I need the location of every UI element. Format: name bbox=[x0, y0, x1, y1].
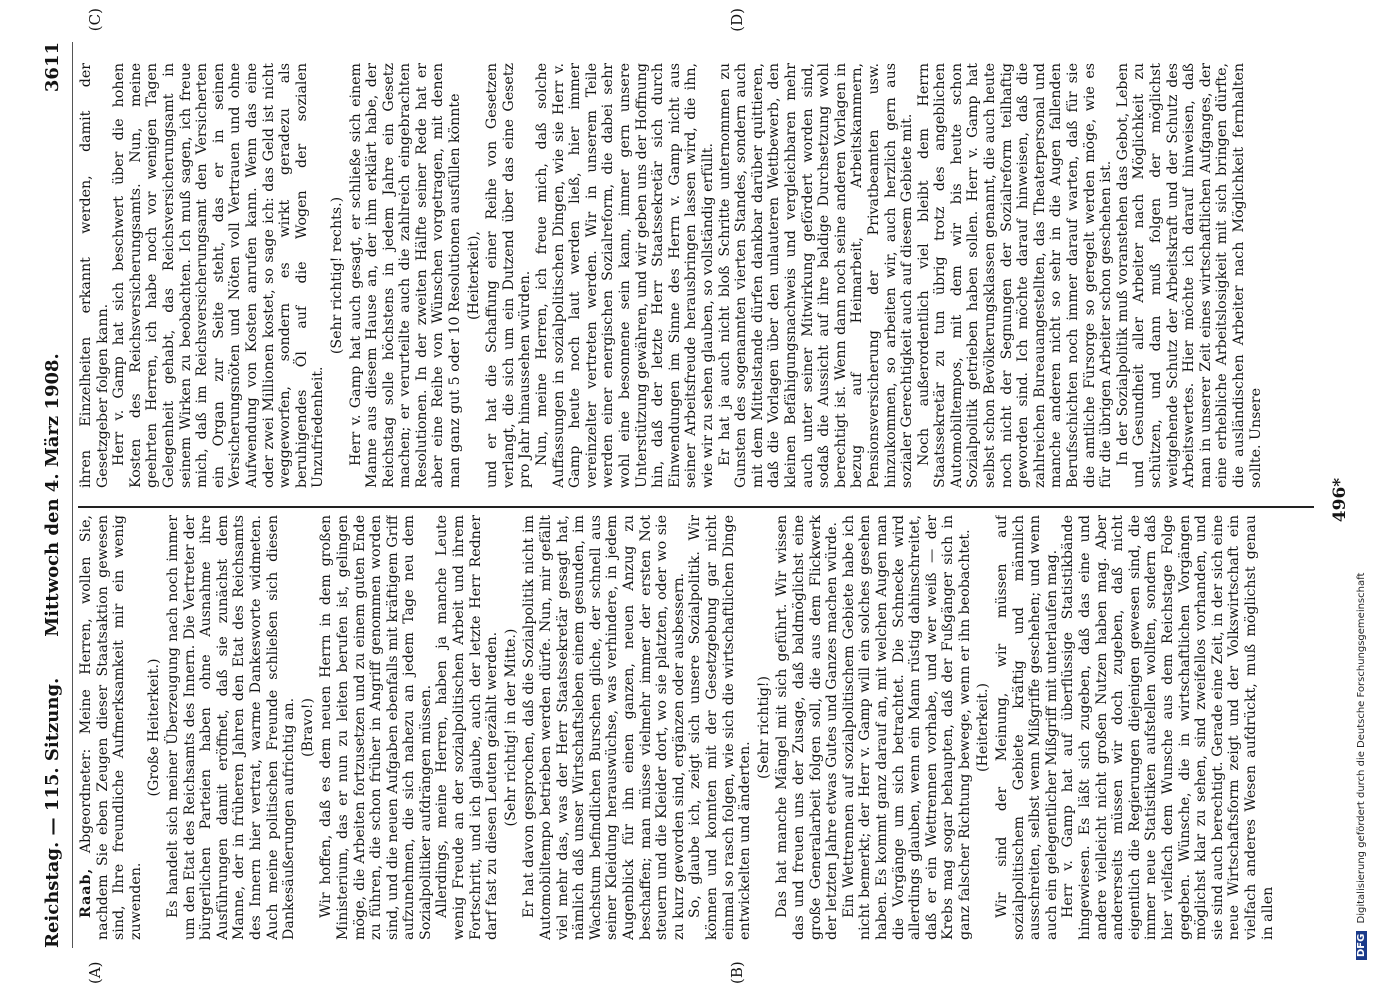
paragraph: ihren Einzelheiten erkannt werden, damit der Gesetzgeber folgen kann. bbox=[78, 63, 111, 488]
credit-text: Digitalisierung gefördert durch die Deutsche Forschungsgemeinschaft bbox=[1356, 572, 1367, 924]
paragraph: Noch außerordentlich viel bleibt dem Herrn Staatssekretär zu tun übrig trotz des angeblichen Automobiltempos, mit dem wir bis heute schon Sozialpolitik getrieben haben sollen. Herr v. Gamp hat selbst schon Bevölkerungsklassen genannt, die auch heute noch nicht der Segnungen der Sozialreform teilhaftig geworden sind. Ich möchte darauf hinweisen, daß die zahlreichen Bureauangestellten, das Theaterpersonal und manche anderen nicht so sehr in die Augen fallenden Berufsschichten noch immer darauf warten, daß für sie die amtliche Fürsorge so geregelt werden möge, wie es für die übrigen Arbeiter schon geschehen ist. bbox=[915, 63, 1115, 488]
margin-mark-c: (C) bbox=[86, 8, 104, 32]
paragraph: Ein Wettrennen auf sozialpolitischem Gebiete habe ich nicht bemerkt; der Herr v. Gamp will ein solches gesehen haben. Es kommt ganz darauf an, mit welchen Augen man die Vorgänge um sich betrachtet. Die Schnecke wird allerdings glauben, wenn ein Mann rüstig dahinschreitet, daß er ein Wettrennen vorhabe, und wer weiß — der Krebs mag sogar behaupten, daß der Fußgänger sich in ganz falscher Richtung bewege, wenn er ihn beobachtet. bbox=[840, 515, 973, 940]
remark: (Sehr richtig!) bbox=[755, 675, 772, 780]
page-footer-number: 496* bbox=[1330, 477, 1350, 523]
remark: (Heiterkeit.) bbox=[975, 683, 992, 772]
right-column bbox=[78, 63, 1314, 488]
paragraph: Herr v. Gamp hat sich beschwert über die hohen Kosten des Reichsversicherungsamts. Nun, meine geehrten Herren, ich habe noch vor wenigen Tagen Gelegenheit gehabt, das Reichsversicherungsamt in seinem Wirken zu beobachten. Ich muß sagen, ich freue mich, daß im Reichsversicherungsamt den Versicherten ein Organ zur Seite steht, das er in seinen Versicherungsnöten und Nöten voll Vertrauen und ohne Aufwendung von Kosten anrufen kann. Wenn das eine oder zwei Millionen kostet, so sage ich: das Geld ist nicht weggeworfen, sondern es wirkt geradezu als beruhigendes Öl auf die Wogen der sozialen Unzufriedenheit. bbox=[111, 63, 327, 488]
page-header bbox=[42, 42, 70, 948]
paragraph: Nun, meine Herren, ich freue mich, daß solche Auffassungen in sozialpolitischen Dingen, wie sie Herr v. Gamp heute noch laut werden ließ, hier immer vereinzelter vertreten werden. Wir in unserem Teile werden einer energischen Sozialreform, die dabei sehr wohl eine besonnene sein kann, immer gern unsere Unterstützung gewähren, und wir geben uns der Hoffnung hin, daß der letzte Herr Staatssekretär sich durch Einwendungen im Sinne des Herrn v. Gamp nicht aus seiner Arbeitsfreude herausbringen lassen wird, die ihn, wie wir zu sehen glauben, so vollständig erfüllt. bbox=[534, 63, 716, 488]
paragraph bbox=[78, 515, 144, 940]
header-page-number: 3611 bbox=[42, 42, 63, 93]
paragraph: Wir sind der Meinung, wir müssen auf sozialpolitischem Gebiete kräftig und männlich ausschreiten, selbst wenn Mißgriffe geschehen; und wenn auch ein gelegentlicher Mißgriff mit unterlaufen mag. bbox=[994, 515, 1060, 940]
remark: (Sehr richtig! rechts.) bbox=[328, 196, 345, 355]
paragraph: Wir hoffen, daß es dem neuen Herrn in dem großen Ministerium, das er nun zu leiten berufen ist, gelingen möge, die Arbeiten fortzusetzen und zu einem guten Ende zu führen, die schon früher in Angriff genommen worden sind, und die neuen Aufgaben ebenfalls mit kräftigem Griff aufzunehmen, die sich nahezu an jedem Tage neu dem Sozialpolitiker aufdrängen müssen. bbox=[318, 515, 434, 940]
paragraph: und er hat die Schaffung einer Reihe von Gesetzen verlangt, die sich um ein Dutzend über das eine Gesetz pro Jahr hinaussehen würden. bbox=[484, 63, 534, 488]
paragraph: Allerdings, meine Herren, haben ja manche Leute wenig Freude an der sozialpolitischen Arbeit und ihrem Fortschritt, und ich glaube, auch der letzte Herr Redner darf fast zu diesen Leuten gezählt werden. bbox=[434, 515, 501, 940]
paragraph: So, glaube ich, zeigt sich unsere Sozialpolitik. Wir können und konnten mit der Gesetzgebung gar nicht einmal so rasch folgen, wie sich die wirtschaftlichen Dinge entwickelten und änderten. bbox=[687, 515, 754, 940]
paragraph: Herr v. Gamp hat auf überflüssige Statistikbände hingewiesen. Es läßt sich zugeben, daß das eine und andere vielleicht nicht großen Nutzen haben mag. Aber andererseits müssen wir doch zugeben, daß nicht eigentlich die Regierungen diejenigen gewesen sind, die immer neue Statistiken aufstellen wollten, sondern daß hier vielfach dem Wunsche aus dem Reichstage Folge gegeben. Wünsche, die in wirtschaftlichen Vorgängen möglichst klar zu sehen, sind zweifellos vorhanden, und sie sind auch berechtigt. Gerade eine Zeit, in der sich eine neue Wirtschaftsform zeigt und der Volkswirtschaft ein vielfach anderes Wesen aufdrückt, muß möglichst genau in allen bbox=[1060, 515, 1276, 940]
paragraph: In der Sozialpolitik muß voranstehen das Gebot, Leben und Gesundheit aller Arbeiter nach Möglichkeit zu schützen, und dann muß folgen der möglichst weitgehende Schutz der Arbeitskraft und der Schutz des Arbeitswertes. Hier möchte ich darauf hinweisen, daß man in unserer Zeit eines wirtschaftlichen Aufganges, der eine erhebliche Arbeitslosigkeit mit sich bringen dürfte, die ausländischen Arbeiter nach Möglichkeit fernhalten sollte. Unsere bbox=[1114, 63, 1264, 488]
speaker-name: Raab, bbox=[78, 867, 94, 918]
left-column bbox=[78, 515, 1314, 940]
remark: (Große Heiterkeit.) bbox=[146, 658, 163, 797]
margin-mark-d: (D) bbox=[728, 8, 746, 32]
column-divider bbox=[78, 506, 1314, 508]
remark: (Sehr richtig! in der Mitte.) bbox=[502, 628, 519, 827]
margin-mark-a: (A) bbox=[86, 961, 104, 984]
paragraph: Es handelt sich meiner Überzeugung nach noch immer um den Etat des Reichsamts des Innern. Die Vertreter der bürgerlichen Parteien haben ohne Ausnahme ihre Ausführungen damit eröffnet, daß sie zunächst dem Manne, der in früheren Jahren den Etat des Reichsamts des Innern hier vertrat, warme Dankesworte widmeten. Auch meine politischen Freunde schließen sich diesen Dankesäußerungen aufrichtig an. bbox=[164, 515, 298, 940]
paragraph: Das hat manche Mängel mit sich geführt. Wir wissen das und freuen uns der Zusage, daß baldmöglichst eine große Generalarbeit folgen soll, die aus dem Flickwerk der letzten Jahre etwas Gutes und Ganzes machen würde. bbox=[774, 515, 841, 940]
header-date: Mittwoch den 4. März 1908. bbox=[42, 353, 63, 637]
margin-mark-b: (B) bbox=[728, 961, 746, 984]
remark: (Bravo!) bbox=[299, 698, 316, 757]
header-rule bbox=[72, 42, 73, 948]
paragraph: Er hat ja auch nicht bloß Schritte unternommen zu Gunsten des sogenannten vierten Standes, sondern auch mit dem Mittelstande dürfen dankbar darüber quittieren, daß die Vorlagen über den unlauteren Wettbewerb, den kleinen Befähigungsnachweis und vergleichbaren mehr auch unter seiner Mitwirkung gefördert worden sind, sodaß die Aussicht auf ihre baldige Durchsetzung wohl berechtigt ist. Wenn dann noch seine anderen Vorlagen in bezug auf Heimarbeit, Arbeitskammern, Pensionsversicherung der Privatbeamten usw. hinzukommen, so arbeiten wir, auch herzlich gern aus sozialer Gerechtigkeit auch auf diesem Gebiete mit. bbox=[716, 63, 916, 488]
header-session: Reichstag. — 115. Sitzung. bbox=[42, 677, 63, 948]
paragraph-text: Abgeordneter: Meine Herren, wollen Sie, nachdem Sie eben Zeugen dieser Staatsaktion gewesen sind, Ihre freundliche Aufmerksamkeit mir ein wenig zuwenden. bbox=[78, 515, 144, 940]
remark: (Heiterkeit), bbox=[465, 231, 482, 320]
dfg-logo: DFG bbox=[1356, 931, 1367, 960]
digitization-credit bbox=[1356, 573, 1367, 960]
paragraph: Herr v. Gamp hat auch gesagt, er schließe sich einem Manne aus diesem Hause an, der ihm erklärt habe, der Reichstag solle höchstens in jedem Jahre ein Gesetz machen; er verurteilte auch die zahlreich eingebrachten Resolutionen. In der zweiten Hälfte seiner Rede hat er aber eine Reihe von Wünschen vorgetragen, mit denen man ganz gut 5 oder 10 Resolutionen ausfüllen könnte bbox=[347, 63, 464, 488]
paragraph: Er hat davon gesprochen, daß die Sozialpolitik nicht im Automobiltempo betrieben werden dürfe. Nun, mir gefällt viel mehr das, was der Herr Staatssekretär gesagt hat, nämlich daß unser Wirtschaftsleben einem gesunden, im Wachstum befindlichen Burschen gliche, der schnell aus seiner Kleidung herauswüchse, was verhindere, in jedem Augenblick für ihn einen ganzen, neuen Anzug zu beschaffen; man müsse vielmehr immer der ersten Not steuern und die Kleider dort, wo sie platzten, oder wo sie zu kurz geworden sind, ergänzen oder ausbessern. bbox=[521, 515, 687, 940]
